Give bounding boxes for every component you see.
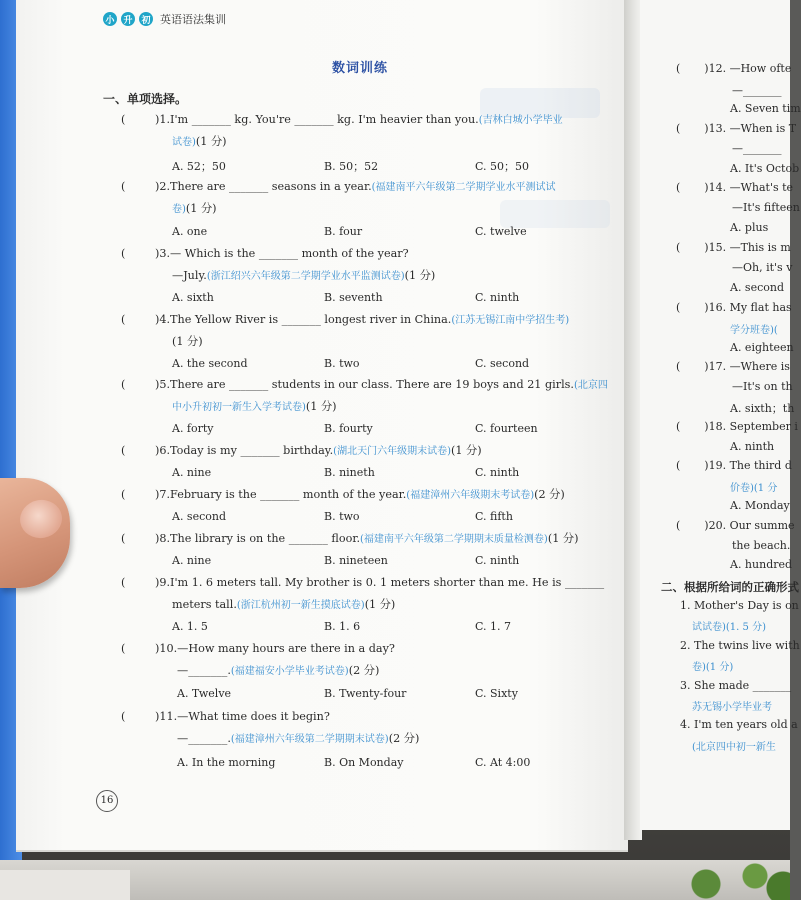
option-a: A. one [172,225,208,238]
question-text: —July. [172,269,207,282]
right-question-19 [676,459,792,472]
fill-item-3: 3. She made _______ [680,679,792,692]
right-sub-line: 学分班卷)( [730,325,778,336]
section-heading-2: 二、根据所给词的正确形式 [661,580,799,594]
answer-paren: ( [121,532,126,545]
option-c: C. 1. 7 [475,620,512,633]
question-source: (福建漳州六年级期末考试卷) [406,490,535,501]
answer-paren: ( [676,459,681,472]
option-b: B. 1. 6 [324,620,361,633]
question-source: (福建福安小学毕业考试卷) [230,666,349,677]
question-source: (福建漳州六年级第二学期期末试卷) [230,734,389,745]
question-1-line2 [172,131,227,154]
right-question-15 [676,241,791,254]
question-source: 试卷) [172,137,196,148]
question-source: (福建南平六年级第二学期期末质量检测卷) [360,534,548,545]
question-source: (浙江绍兴六年级第二学期学业水平监测试卷) [206,271,405,282]
right-question-13 [676,122,796,135]
question-number: )5. [155,378,171,391]
question-11-line2 [177,728,419,751]
answer-paren: ( [676,301,681,314]
question-text: meters tall. [172,598,237,611]
question-8 [121,528,578,551]
question-text: )14. —What's te [704,181,794,194]
option-a: A. the second [172,357,248,370]
question-text: —What time does it begin? [177,710,330,723]
right-option: A. second [730,281,785,294]
running-header [103,11,226,27]
fill-item-source: (北京四中初一新生 [692,742,776,753]
question-text: )20. Our summe [704,519,795,532]
question-number: )6. [155,444,171,457]
question-text: )12. —How ofte [704,62,792,75]
question-score: (1 分) [450,444,482,457]
fill-item-1: 1. Mother's Day is on [680,599,799,612]
option-a: A. nine [172,554,212,567]
answer-paren: ( [121,378,126,391]
option-b: B. nineth [324,466,375,479]
page-title: 数词训练 [331,61,388,76]
fill-item-source: 卷)(1 分) [692,662,734,673]
answer-paren: ( [121,313,126,326]
book-title: 英语语法集训 [160,13,226,26]
question-4-line2 [172,331,203,353]
question-4 [121,309,569,332]
question-source: 卷) [172,204,186,215]
series-badge: 初 [139,12,153,26]
option-c: C. Sixty [475,687,518,700]
question-2-line2 [172,198,217,221]
question-text: )19. The third d [704,459,792,472]
right-question-12 [676,62,791,75]
right-question-18 [676,420,798,433]
question-source: (北京四 [573,380,608,391]
option-b: B. two [324,510,360,523]
lower-book-cover [0,870,130,900]
option-a: A. 52；50 [172,160,226,173]
question-5 [121,374,608,397]
question-3-line2 [172,265,435,288]
right-question-17 [676,360,790,373]
question-7 [121,484,565,507]
question-number: )10. [155,642,178,655]
question-text: February is the _______ month of the year. [170,488,407,501]
question-text: I'm _______ kg. You're _______ kg. I'm heavier than you. [170,113,479,126]
option-b: B. fourty [324,422,373,435]
question-text: )13. —When is T [704,122,797,135]
question-number: )3. [155,247,171,260]
option-b: B. nineteen [324,554,388,567]
question-source: (福建南平六年级第二学期学业水平测试试 [371,182,556,193]
option-c: C. twelve [475,225,527,238]
question-text: Today is my _______ birthday. [170,444,334,457]
fill-item-2: 2. The twins live with [680,639,800,652]
question-text: )17. —Where is [704,360,790,373]
right-sub-line: —_______ [732,142,782,155]
option-a: A. second [172,510,227,523]
right-option: A. plus [730,221,769,234]
question-text: )18. September i [704,420,798,433]
question-score: (1 分) [364,598,396,611]
question-10-line2 [177,660,379,683]
option-c: C. second [475,357,530,370]
blue-smudge [500,200,610,228]
question-3 [121,243,409,265]
right-question-16 [676,301,792,314]
answer-paren: ( [121,710,126,723]
answer-paren: ( [676,420,681,433]
option-b: B. four [324,225,363,238]
question-number: )1. [155,113,171,126]
question-6 [121,440,482,463]
right-sub-line: —Oh, it's v [732,261,793,274]
right-option: A. sixth；th [730,402,795,415]
question-source: (江苏无锡江南中学招生考) [451,315,570,326]
question-text: The library is on the _______ floor. [170,532,361,545]
option-a: A. nine [172,466,212,479]
question-number: )11. [155,710,178,723]
option-b: B. seventh [324,291,383,304]
right-sub-line: —_______ [732,84,782,97]
option-a: A. Twelve [177,687,232,700]
question-text: )15. —This is m [704,241,791,254]
answer-paren: ( [121,247,126,260]
question-score: (2 分) [534,488,565,501]
question-score: (1 分) [305,400,337,413]
question-source: (吉林白城小学毕业 [478,115,563,126]
option-a: A. 1. 5 [172,620,208,633]
fill-item-source: 试试卷)(1. 5 分) [692,622,766,633]
answer-paren: ( [121,444,126,457]
answer-paren: ( [676,360,681,373]
answer-paren: ( [121,113,126,126]
question-score: (2 分) [388,732,420,745]
series-badge: 小 [103,12,117,26]
question-9 [121,572,604,594]
right-sub-line: —It's fifteen [732,201,800,214]
fill-item-source: 苏无锡小学毕业考 [692,702,772,713]
right-option: A. It's Octob [730,162,800,175]
right-question-20 [676,519,795,532]
answer-paren: ( [121,576,126,589]
option-a: A. sixth [172,291,214,304]
question-score: (1 分) [172,335,203,348]
question-source: (浙江杭州初一新生摸底试卷) [236,600,365,611]
section-heading: 一、单项选择。 [103,92,188,106]
option-c: C. 50；50 [475,160,530,173]
option-c: C. fifth [475,510,513,523]
right-sub-line: 价卷)(1 分 [730,483,778,494]
option-c: C. ninth [475,291,520,304]
option-b: B. On Monday [324,756,404,769]
answer-paren: ( [676,62,681,75]
right-sub-line: the beach. [732,539,791,552]
right-question-14 [676,181,793,194]
question-score: (1 分) [195,135,227,148]
question-2 [121,176,556,199]
question-score: (1 分) [185,202,217,215]
right-option: A. Seven tim [730,102,801,115]
right-option: A. Monday [730,499,790,512]
right-option: A. hundred [730,558,793,571]
question-text: )16. My flat has [704,301,792,314]
option-c: C. At 4:00 [475,756,531,769]
question-text: —_______. [177,732,231,745]
question-1 [121,109,563,132]
answer-paren: ( [676,241,681,254]
page-number: 16 [96,790,118,812]
question-5-line2 [172,396,337,419]
question-score: (2 分) [348,664,380,677]
right-sub-line: —It's on th [732,380,793,393]
lower-book [0,860,790,900]
answer-paren: ( [676,122,681,135]
option-a: A. In the morning [177,756,276,769]
option-b: B. 50；52 [324,160,379,173]
option-c: C. ninth [475,466,520,479]
question-text: There are _______ seasons in a year. [170,180,372,193]
question-score: (1 分) [547,532,579,545]
question-text: There are _______ students in our class. There are 19 boys and 21 girls. [170,378,574,391]
answer-paren: ( [676,519,681,532]
answer-paren: ( [121,642,126,655]
option-a: A. forty [172,422,214,435]
question-10 [121,638,395,660]
question-number: )4. [155,313,171,326]
question-9-line2 [172,594,395,617]
question-source: 中小升初初一新生入学考试卷) [172,402,306,413]
series-badge: 升 [121,12,135,26]
option-b: B. Twenty-four [324,687,407,700]
option-b: B. two [324,357,360,370]
question-11 [121,706,330,728]
question-number: )9. [155,576,171,589]
option-c: C. fourteen [475,422,538,435]
fill-item-4: 4. I'm ten years old a [680,718,798,731]
answer-paren: ( [121,180,126,193]
question-number: )2. [155,180,171,193]
answer-paren: ( [676,181,681,194]
right-option: A. eighteen [730,341,794,354]
plant-leaves [650,860,790,900]
question-text: —_______. [177,664,231,677]
question-text: —How many hours are there in a day? [177,642,395,655]
question-text: I'm 1. 6 meters tall. My brother is 0. 1 meters shorter than me. He is _______ [170,576,605,589]
question-number: )7. [155,488,171,501]
right-option: A. ninth [730,440,775,453]
question-text: — Which is the _______ month of the year? [170,247,409,260]
answer-paren: ( [121,488,126,501]
question-source: (湖北天门六年级期末试卷) [333,446,451,457]
question-number: )8. [155,532,171,545]
option-c: C. ninth [475,554,520,567]
question-score: (1 分) [404,269,436,282]
question-text: The Yellow River is _______ longest river in China. [170,313,452,326]
